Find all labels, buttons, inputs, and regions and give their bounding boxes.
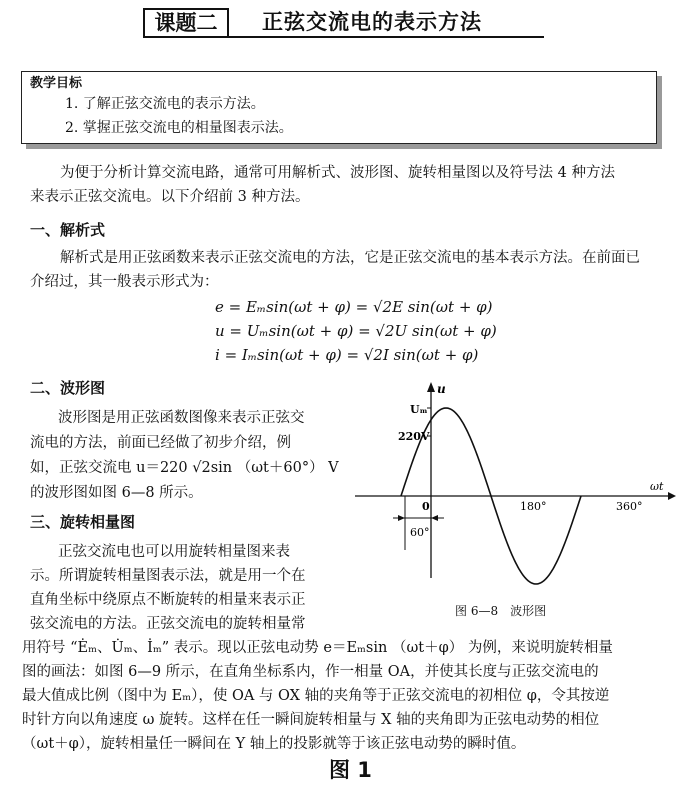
waveform-figure: [350, 378, 680, 603]
section2-line-2: 流电的方法，前面已经做了初步介绍，例: [30, 435, 291, 451]
formula-u: u = Uₘsin(ωt + φ) = √2U sin(ωt + φ): [215, 322, 497, 340]
phase-arrow-right: [431, 515, 438, 521]
x-axis-label: ωt: [650, 480, 664, 493]
objectives-heading: 教学目标: [30, 76, 83, 91]
section3-line-1: 正弦交流电也可以用旋转相量图来表: [58, 544, 290, 560]
origin-label: 0: [422, 500, 430, 513]
title-underline: [229, 36, 544, 38]
section1-heading: 一、解析式: [30, 221, 106, 239]
section3-line-6: 图的画法：如图 6—9 所示，在直角坐标系内，作一相量 OA，并使其长度与正弦交流电的: [22, 664, 599, 680]
section3-line-3: 直角坐标中绕原点不断旋转的相量来表示正: [30, 592, 306, 608]
page-figure-label: 图 1: [329, 758, 372, 782]
section3-heading: 三、旋转相量图: [30, 513, 136, 531]
objective-item-1: 1. 了解正弦交流电的表示方法。: [65, 96, 265, 112]
tick-180-label: 180°: [520, 500, 547, 513]
topic-label: 课题二: [143, 8, 229, 38]
formula-e: e = Eₘsin(ωt + φ) = √2E sin(ωt + φ): [215, 298, 493, 316]
section3-line-7: 最大值成比例（图中为 Eₘ），使 OA 与 OX 轴的夹角等于正弦交流电的初相位 φ，令其按逆: [22, 688, 610, 704]
phase-label: 60°: [410, 526, 430, 539]
section3-line-4: 弦交流电的方法。正弦交流电的旋转相量常: [30, 616, 306, 632]
section1-line-2: 介绍过，其一般表示形式为：: [30, 274, 219, 290]
peak-label: Uₘ: [410, 403, 428, 416]
y-axis-arrow: [427, 382, 435, 392]
y-axis-label: u: [437, 382, 446, 396]
section3-line-2: 示。所谓旋转相量图表示法，就是用一个在: [30, 568, 306, 584]
section2-line-4: 的波形图如图 6—8 所示。: [30, 485, 203, 501]
intro-line-2: 来表示正弦交流电。以下介绍前 3 种方法。: [30, 189, 310, 205]
formula-i: i = Iₘsin(ωt + φ) = √2I sin(ωt + φ): [215, 346, 479, 364]
intercept-label: 220V: [398, 430, 430, 443]
section2-line-3: 如，正弦交流电 u＝220 √2sin （ωt＋60°） V: [30, 460, 339, 476]
x-axis-arrow: [668, 492, 676, 500]
section3-line-9: （ωt＋φ），旋转相量任一瞬间在 Y 轴上的投影就等于该正弦电动势的瞬时值。: [22, 736, 526, 752]
intro-line-1: 为便于分析计算交流电路，通常可用解析式、波形图、旋转相量图以及符号法 4 种方法: [60, 165, 615, 181]
section3-line-5: 用符号 “Ėₘ、U̇ₘ、İₘ” 表示。现以正弦电动势 e＝Eₘsin （ωt＋φ） 为例，来说明旋转相量: [22, 640, 613, 656]
section3-line-8: 时针方向以角速度 ω 旋转。这样在任一瞬间旋转相量与 X 轴的夹角即为正弦电动势的相位: [22, 712, 600, 728]
phase-arrow-left: [398, 515, 405, 521]
section2-line-1: 波形图是用正弦函数图像来表示正弦交: [58, 410, 305, 426]
section2-heading: 二、波形图: [30, 379, 106, 397]
page-title: 正弦交流电的表示方法: [262, 10, 482, 34]
tick-360-label: 360°: [616, 500, 643, 513]
section1-line-1: 解析式是用正弦函数来表示正弦交流电的方法，它是正弦交流电的基本表示方法。在前面已: [60, 250, 640, 266]
objective-item-2: 2. 掌握正弦交流电的相量图表示法。: [65, 120, 293, 136]
figure-caption: 图 6—8 波形图: [455, 604, 547, 618]
